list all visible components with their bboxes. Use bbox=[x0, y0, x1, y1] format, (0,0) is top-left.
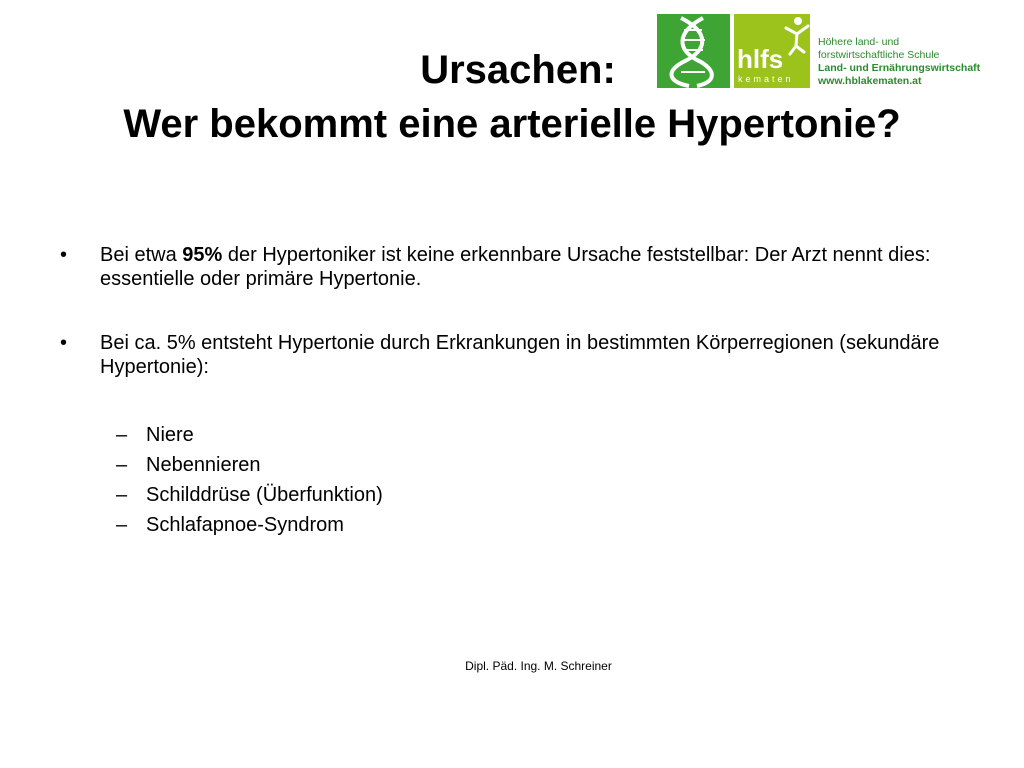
slide-title-line-1: Ursachen: bbox=[420, 48, 616, 92]
dna-helix-icon bbox=[657, 14, 730, 88]
sub-item-text: Niere bbox=[146, 424, 194, 446]
dash-mark: – bbox=[116, 454, 128, 476]
sub-list-item bbox=[116, 450, 960, 480]
sub-list-item bbox=[116, 420, 960, 450]
logo-location: kematen bbox=[738, 74, 794, 84]
sub-item-text: Schlafapnoe-Syndrom bbox=[146, 514, 344, 536]
school-logo-emblem bbox=[657, 14, 730, 88]
sub-item-text: Nebennieren bbox=[146, 454, 261, 476]
school-name-line-1: Höhere land- und bbox=[818, 36, 900, 48]
school-name-block bbox=[818, 36, 980, 88]
sub-list-item bbox=[116, 480, 960, 510]
school-website: www.hblakematen.at bbox=[818, 75, 922, 87]
school-logo-wordmark bbox=[734, 14, 810, 88]
dash-mark: – bbox=[116, 484, 128, 506]
school-name-line-3: Land- und Ernährungswirtschaft bbox=[818, 62, 981, 74]
slide-title-line-2: Wer bekommt eine arterielle Hypertonie? bbox=[123, 102, 901, 146]
bullet-mark: • bbox=[60, 244, 68, 266]
slide-body bbox=[60, 243, 960, 540]
person-figure-icon bbox=[784, 16, 810, 56]
sub-list bbox=[60, 420, 960, 540]
bullet-text-suffix: der Hypertoniker ist keine erkennbare Ursache feststellbar: Der Arzt nennt dies: essentielle oder primäre Hypertonie. bbox=[100, 244, 931, 290]
logo-short-name: hlfs bbox=[737, 44, 784, 74]
slide-footer-author: Dipl. Päd. Ing. M. Schreiner bbox=[465, 659, 612, 673]
bullet-item bbox=[60, 243, 960, 291]
bullet-text-prefix: Bei etwa bbox=[100, 244, 183, 266]
dash-mark: – bbox=[116, 514, 128, 536]
bullet-text: Bei ca. 5% entsteht Hypertonie durch Erkrankungen in bestimmten Körperregionen (sekundäre Hypertonie): bbox=[100, 332, 940, 378]
bullet-emphasis: 95% bbox=[182, 244, 223, 266]
dash-mark: – bbox=[116, 424, 128, 446]
sub-list-item bbox=[116, 510, 960, 540]
bullet-item bbox=[60, 331, 960, 379]
school-name-line-2: forstwirtschaftliche Schule bbox=[818, 49, 940, 61]
sub-item-text: Schilddrüse (Überfunktion) bbox=[146, 484, 383, 506]
bullet-mark: • bbox=[60, 332, 68, 354]
